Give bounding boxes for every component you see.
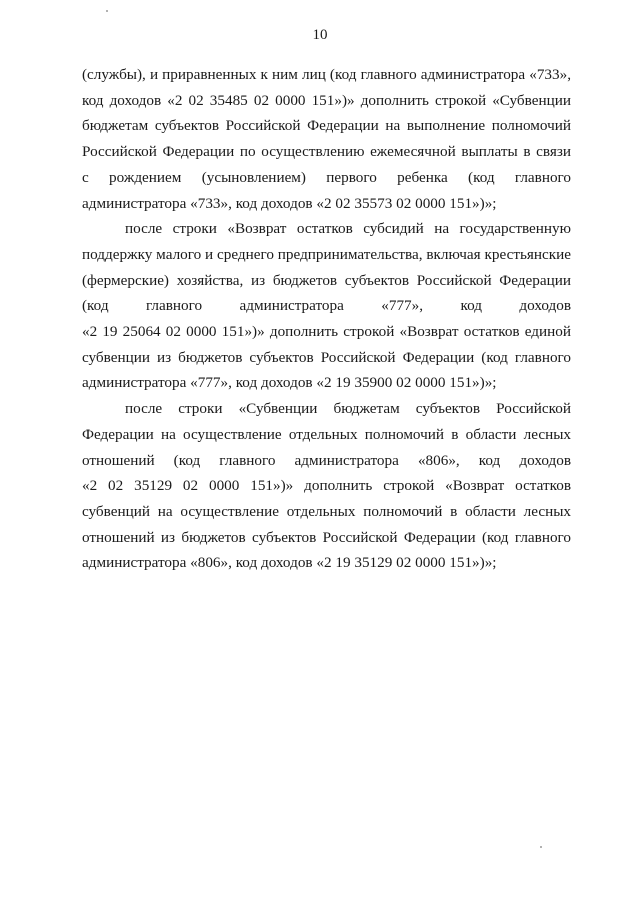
text-line: администратора «777», код доходов «2 19 35900 02 0000 151»)»; [82,374,497,392]
text-line: с рождением (усыновлением) первого ребенка (код главного [82,168,571,186]
paragraph-1 [82,62,571,216]
text-line: субвенции из бюджетов субъектов Российской Федерации (код главного [82,348,571,366]
text-line: после строки «Субвенции бюджетам субъектов Российской [125,400,571,418]
text-line: отношений (код главного администратора «806», код доходов [82,451,571,469]
paragraph-3 [82,396,571,576]
text-line: после строки «Возврат остатков субсидий на государственную [125,220,571,238]
text-line: отношений из бюджетов субъектов Российской Федерации (код главного [82,528,571,546]
scan-speck [106,10,108,12]
text-line: «2 19 25064 02 0000 151»)» дополнить строкой «Возврат остатков единой [82,323,571,341]
scan-speck [540,846,542,848]
text-line: Российской Федерации по осуществлению ежемесячной выплаты в связи [82,143,571,161]
text-line: Федерации на осуществление отдельных полномочий в области лесных [82,425,571,443]
text-line: администратора «806», код доходов «2 19 35129 02 0000 151»)»; [82,554,497,572]
text-line: код доходов «2 02 35485 02 0000 151»)» дополнить строкой «Субвенции [82,91,571,109]
text-line: «2 02 35129 02 0000 151»)» дополнить строкой «Возврат остатков [82,477,571,495]
document-body [82,62,571,576]
text-line: бюджетам субъектов Российской Федерации на выполнение полномочий [82,117,571,135]
text-line: (код главного администратора «777», код доходов [82,297,571,315]
page-number: 10 [312,27,328,43]
text-line: субвенций на осуществление отдельных полномочий в области лесных [82,502,571,520]
text-line: администратора «733», код доходов «2 02 35573 02 0000 151»)»; [82,194,497,212]
text-line: поддержку малого и среднего предпринимательства, включая крестьянские [82,245,571,263]
paragraph-2 [82,216,571,396]
text-line: (службы), и приравненных к ним лиц (код главного администратора «733», [82,66,571,83]
text-line: (фермерские) хозяйства, из бюджетов субъектов Российской Федерации [82,271,571,289]
